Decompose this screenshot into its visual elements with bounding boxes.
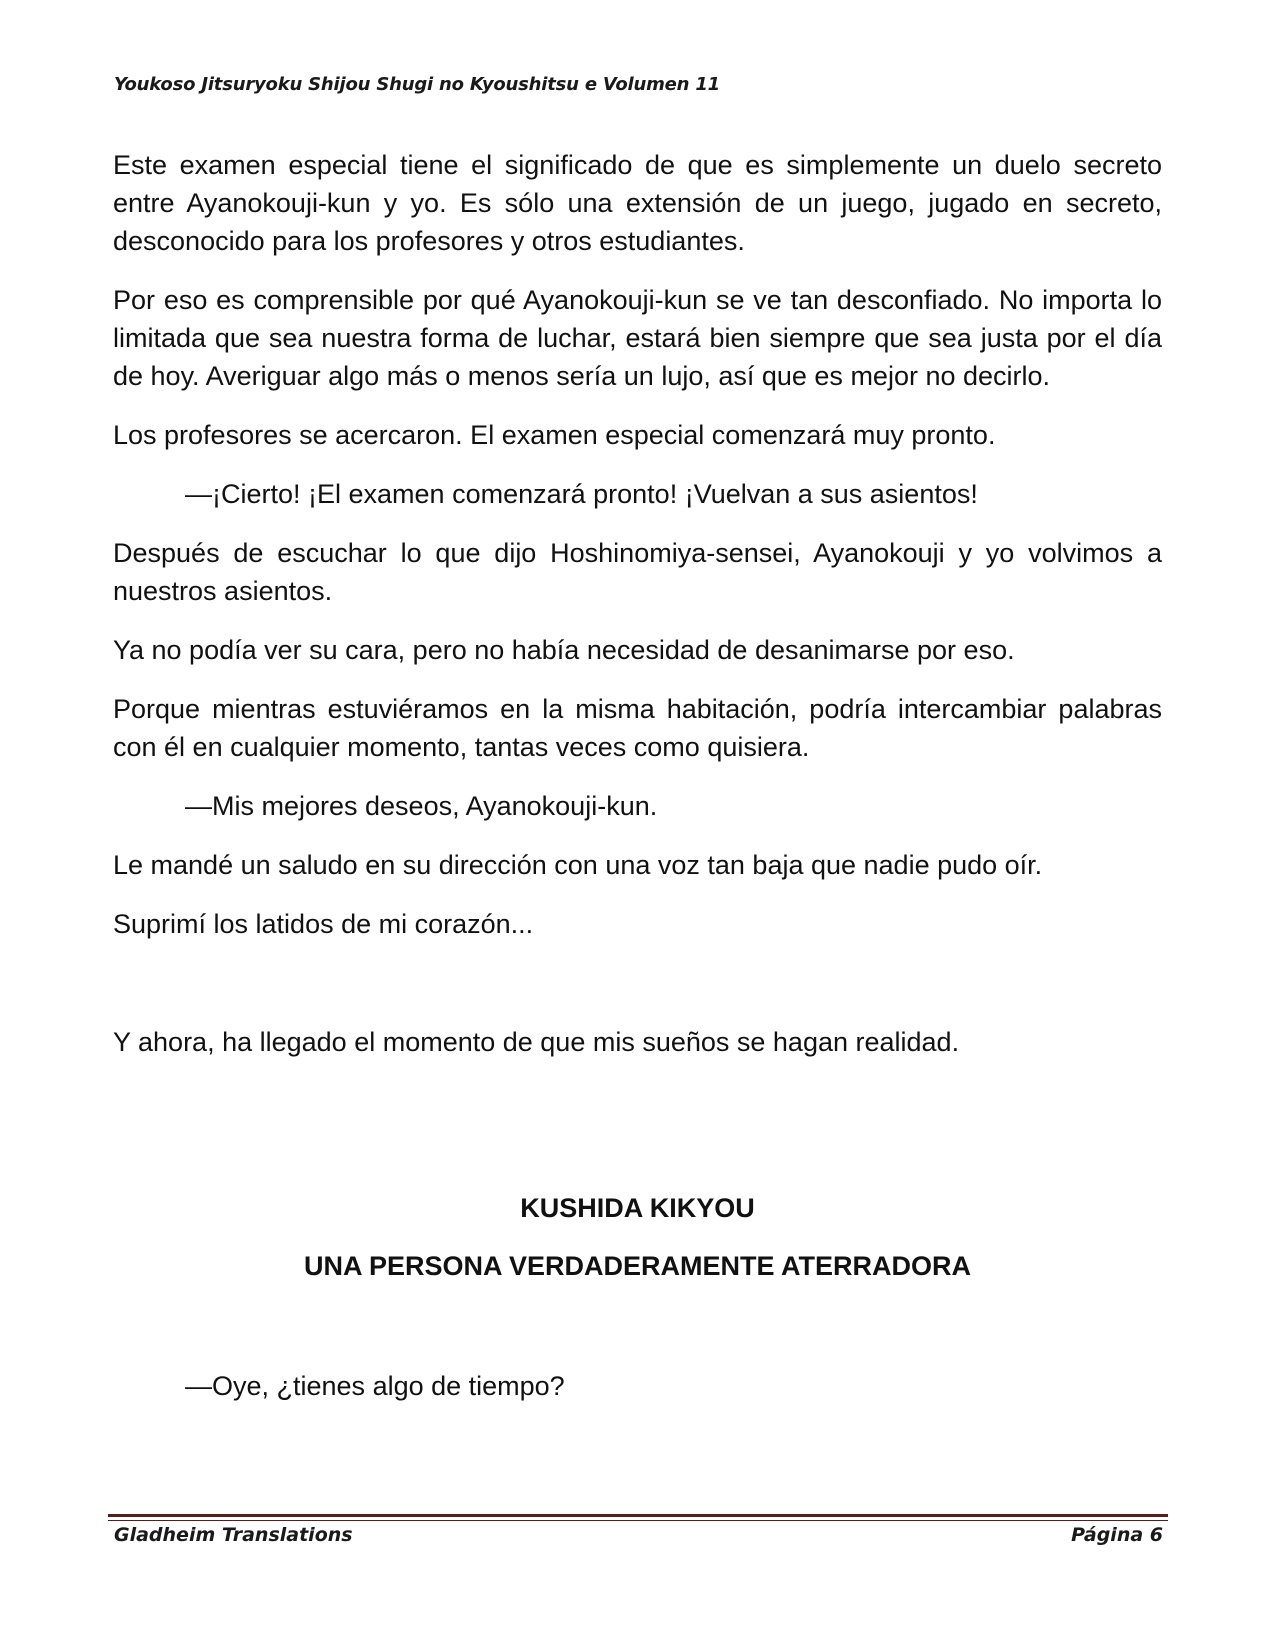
paragraph: Por eso es comprensible por qué Ayanokouji-kun se ve tan desconfiado. No importa lo limitada que sea nuestra forma de luchar, estará bien siempre que sea justa por el día de hoy. Averiguar algo más o menos sería un lujo, así que es mejor no decirlo. [113, 285, 1162, 391]
paragraph: Le mandé un saludo en su dirección con una voz tan baja que nadie pudo oír. [113, 850, 1043, 880]
footer-publisher: Gladheim Translations [114, 1524, 353, 1546]
paragraph: Ya no podía ver su cara, pero no había necesidad de desanimarse por eso. [113, 635, 1015, 665]
dialogue-line: —Mis mejores deseos, Ayanokouji-kun. [185, 791, 658, 821]
dialogue-line: —Oye, ¿tienes algo de tiempo? [185, 1371, 565, 1401]
dialogue-line: —¡Cierto! ¡El examen comenzará pronto! ¡Vuelvan a sus asientos! [185, 479, 978, 509]
running-header: Youkoso Jitsuryoku Shijou Shugi no Kyoushitsu e Volumen 11 [114, 74, 720, 95]
chapter-title: UNA PERSONA VERDADERAMENTE ATERRADORA [303, 1251, 972, 1281]
footer-divider [108, 1514, 1168, 1517]
paragraph: Porque mientras estuviéramos en la misma habitación, podría intercambiar palabras con él en cualquier momento, tantas veces como quisiera. [113, 694, 1162, 762]
paragraph: Y ahora, ha llegado el momento de que mis sueños se hagan realidad. [113, 1027, 960, 1057]
paragraph: Los profesores se acercaron. El examen especial comenzará muy pronto. [113, 420, 996, 450]
footer-divider-thin [108, 1520, 1168, 1521]
paragraph: Este examen especial tiene el significado de que es simplemente un duelo secreto entre Ayanokouji-kun y yo. Es sólo una extensión de un juego, jugado en secreto, desconocido para los profesores y otros estudiantes. [113, 150, 1162, 256]
page-body [113, 146, 1162, 1426]
paragraph: Suprimí los latidos de mi corazón... [113, 909, 534, 939]
page-number: Página 6 [1071, 1524, 1163, 1546]
paragraph: Después de escuchar lo que dijo Hoshinomiya-sensei, Ayanokouji y yo volvimos a nuestros asientos. [113, 538, 1162, 606]
chapter-name: KUSHIDA KIKYOU [520, 1193, 755, 1223]
